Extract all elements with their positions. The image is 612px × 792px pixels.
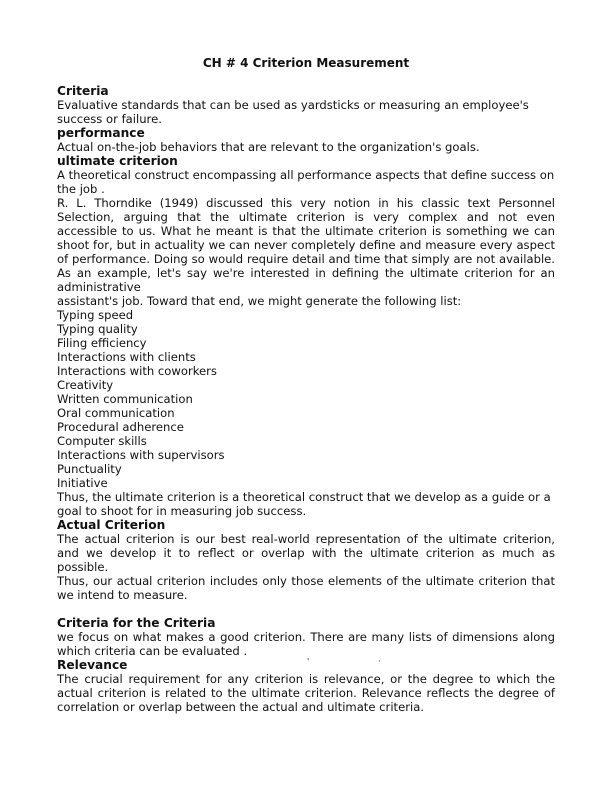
actual-paragraph-1: The actual criterion is our best real-world representation of the ultimate criterion, and we develop it to reflect or overlap with the ultimate criterion as much as possible. <box>57 532 555 574</box>
heading-actual-criterion: Actual Criterion <box>57 518 166 532</box>
actual-paragraph-2: Thus, our actual criterion includes only those elements of the ultimate criterion that we intend to measure. <box>57 574 555 602</box>
list-item: Punctuality <box>57 462 122 476</box>
page-title: CH # 4 Criterion Measurement <box>202 56 410 70</box>
relevance-paragraph: The crucial requirement for any criterion is relevance, or the degree to which the actual criterion is related to the ultimate criterion. Relevance reflects the degree of correlation or overlap between the actual and ultimate criteria. <box>57 672 555 714</box>
list-item: Filing efficiency <box>57 336 147 350</box>
heading-criteria-for-criteria: Criteria for the Criteria <box>57 616 216 630</box>
list-item: Procedural adherence <box>57 420 184 434</box>
document-page <box>57 55 555 714</box>
list-item: Written communication <box>57 392 193 406</box>
thorndike-paragraph: R. L. Thorndike (1949) discussed this very notion in his classic text Personnel Selection, arguing that the ultimate criterion is very complex and not even accessible to us. What he meant is that the ultimate criterion is something we can shoot for, but in actuality we can never completely define and measure every aspect of performance. Doing so would require detail and time that simply are not available. As an example, let's say we're interested in defining the ultimate criterion for an administrative <box>57 196 555 294</box>
list-item: Creativity <box>57 378 114 392</box>
stray-mark: · <box>378 657 381 666</box>
list-item: Interactions with supervisors <box>57 448 225 462</box>
list-item: Initiative <box>57 476 108 490</box>
heading-performance: performance <box>57 126 145 140</box>
heading-ultimate-criterion: ultimate criterion <box>57 154 178 168</box>
stray-mark: ' <box>307 657 310 666</box>
ultimate-summary-line2: goal to shoot for in measuring job success. <box>57 504 307 518</box>
heading-criteria: Criteria <box>57 84 109 98</box>
list-item: Computer skills <box>57 434 147 448</box>
heading-relevance: Relevance <box>57 658 128 672</box>
performance-definition: Actual on-the-job behaviors that are relevant to the organization's goals. <box>57 140 480 154</box>
list-intro: assistant's job. Toward that end, we might generate the following list: <box>57 294 462 308</box>
list-item: Typing speed <box>57 308 134 322</box>
ultimate-criterion-list <box>57 308 555 490</box>
list-item: Oral communication <box>57 406 175 420</box>
criteria-definition: Evaluative standards that can be used as yardsticks or measuring an employee's success or failure. <box>57 98 529 126</box>
list-item: Interactions with coworkers <box>57 364 217 378</box>
ultimate-definition: A theoretical construct encompassing all performance aspects that define success on the job . <box>57 168 555 196</box>
list-item: Typing quality <box>57 322 138 336</box>
ultimate-summary-line1: Thus, the ultimate criterion is a theoretical construct that we develop as a guide or a <box>57 490 551 504</box>
criteria-for-criteria-paragraph: we focus on what makes a good criterion. There are many lists of dimensions along which criteria can be evaluated . <box>57 630 555 658</box>
relevance-heading-row <box>57 658 555 672</box>
list-item: Interactions with clients <box>57 350 196 364</box>
blank-line <box>57 602 555 616</box>
